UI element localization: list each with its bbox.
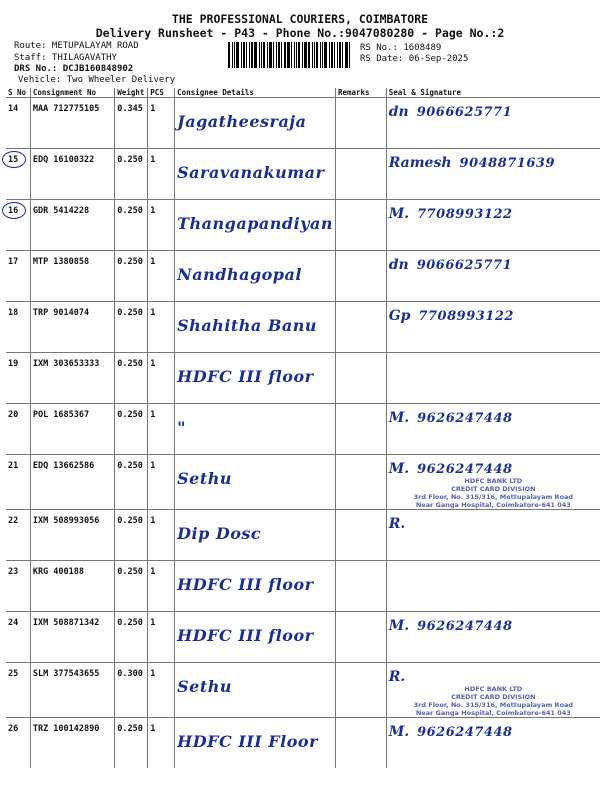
signature-phone: 9066625771 [416, 258, 513, 273]
cell-pcs: 1 [148, 612, 175, 663]
cell-remarks [335, 404, 386, 455]
cell-consignment: EDQ 13662586 [30, 455, 114, 510]
cell-consignee: Sethu [175, 663, 336, 718]
cell-pcs: 1 [148, 200, 175, 251]
cell-signature [386, 149, 600, 200]
signature-phone: 7708993122 [418, 309, 514, 324]
signature-mark: R. [388, 516, 406, 532]
stamp-line: CREDIT CARD DIVISION [451, 693, 536, 701]
cell-signature [386, 302, 600, 353]
table-row [6, 353, 600, 404]
cell-pcs: 1 [148, 510, 175, 561]
cell-consignee: Jagatheesraja [175, 98, 336, 149]
cell-remarks [335, 561, 386, 612]
table-row [6, 718, 600, 769]
signature-phone: 9048871639 [459, 156, 555, 171]
cell-consignment: EDQ 16100322 [30, 149, 114, 200]
cell-pcs: 1 [148, 302, 175, 353]
cell-weight: 0.250 [115, 200, 148, 251]
signature-mark: Gp [388, 308, 411, 324]
cell-pcs: 1 [148, 353, 175, 404]
table-row [6, 455, 600, 510]
cell-consignment: KRG 400188 [30, 561, 114, 612]
cell-pcs: 1 [148, 663, 175, 718]
table-row [6, 251, 600, 302]
cell-consignee: Thangapandiyan [175, 200, 336, 251]
company-title: THE PROFESSIONAL COURIERS, COIMBATORE [171, 12, 429, 26]
cell-consignment: MTP 1380858 [30, 251, 114, 302]
cell-signature [386, 404, 600, 455]
stamp-line: Near Ganga Hospital, Coimbatore-641 043 [415, 709, 571, 717]
cell-pcs: 1 [148, 149, 175, 200]
cell-signature [386, 200, 600, 251]
col-consignee: Consignee Details [175, 88, 336, 98]
cell-sno: 16 [6, 200, 30, 251]
cell-consignee: Sethu [175, 455, 336, 510]
handwritten-circle [2, 151, 26, 168]
cell-remarks [335, 455, 386, 510]
cell-pcs: 1 [148, 404, 175, 455]
cell-pcs: 1 [148, 251, 175, 302]
cell-sno: 23 [6, 561, 30, 612]
cell-signature [386, 510, 600, 561]
cell-sno: 22 [6, 510, 30, 561]
cell-consignee: HDFC III Floor [175, 718, 336, 769]
cell-consignee: HDFC III floor [175, 561, 336, 612]
col-weight: Weight [115, 88, 148, 98]
signature-phone: 9626247448 [417, 725, 513, 740]
cell-consignment: GDR 5414228 [30, 200, 114, 251]
cell-signature [386, 561, 600, 612]
signature-mark: M. [388, 461, 410, 477]
signature-phone: 9626247448 [417, 462, 513, 477]
barcode [228, 42, 354, 68]
cell-remarks [335, 251, 386, 302]
bank-stamp [389, 685, 598, 717]
cell-consignee: " [175, 404, 336, 455]
signature-mark: dn [388, 257, 409, 273]
col-sno: S No [8, 88, 27, 97]
table-row [6, 98, 600, 149]
signature-mark: dn [388, 104, 409, 120]
cell-signature [386, 718, 600, 769]
cell-sno: 18 [6, 302, 30, 353]
signature-mark: Ramesh [388, 155, 452, 171]
cell-pcs: 1 [148, 98, 175, 149]
cell-consignment: IXM 508993056 [30, 510, 114, 561]
stamp-line: HDFC BANK LTD [464, 685, 523, 693]
table-row [6, 510, 600, 561]
cell-sno: 24 [6, 612, 30, 663]
drs-number: DRS No.: DCJB160848902 [14, 64, 134, 74]
signature-phone: 9626247448 [417, 411, 513, 426]
stamp-line: 3rd Floor, No. 315/316, Mettupalayam Road [413, 493, 574, 501]
table-header-row [6, 88, 600, 98]
cell-consignment: IXM 303653333 [30, 353, 114, 404]
table-row [6, 200, 600, 251]
cell-sno: 19 [6, 353, 30, 404]
col-remarks: Remarks [335, 88, 386, 98]
stamp-line: Near Ganga Hospital, Coimbatore-641 043 [415, 501, 571, 509]
staff-info: Staff: THILAGAVATHY [14, 53, 117, 63]
signature-mark: M. [388, 724, 410, 740]
cell-signature [386, 612, 600, 663]
signature-phone: 9066625771 [416, 105, 513, 120]
cell-consignee: HDFC III floor [175, 612, 336, 663]
cell-signature [386, 663, 600, 718]
cell-consignment: IXM 508871342 [30, 612, 114, 663]
cell-remarks [335, 718, 386, 769]
signature-mark: R. [388, 669, 406, 685]
cell-remarks [335, 663, 386, 718]
cell-consignment: POL 1685367 [30, 404, 114, 455]
cell-signature [386, 251, 600, 302]
rs-date: RS Date: 06-Sep-2025 [360, 54, 469, 64]
cell-weight: 0.250 [115, 404, 148, 455]
table-row [6, 302, 600, 353]
cell-weight: 0.250 [115, 302, 148, 353]
cell-remarks [335, 353, 386, 404]
cell-remarks [335, 302, 386, 353]
signature-phone: 7708993122 [417, 207, 513, 222]
cell-sno: 15 [6, 149, 30, 200]
cell-weight: 0.250 [115, 612, 148, 663]
handwritten-circle [2, 202, 26, 219]
cell-consignee: Shahitha Banu [175, 302, 336, 353]
table-row [6, 612, 600, 663]
cell-remarks [335, 510, 386, 561]
col-consignment: Consignment No [30, 88, 114, 98]
cell-signature [386, 353, 600, 404]
cell-consignment: MAA 712775105 [30, 98, 114, 149]
cell-remarks [335, 200, 386, 251]
stamp-line: HDFC BANK LTD [464, 477, 523, 485]
table-row [6, 663, 600, 718]
table-row [6, 404, 600, 455]
cell-weight: 0.250 [115, 455, 148, 510]
stamp-line: 3rd Floor, No. 315/316, Mettupalayam Road [413, 701, 574, 709]
cell-consignment: SLM 377543655 [30, 663, 114, 718]
cell-weight: 0.300 [115, 663, 148, 718]
cell-sno: 14 [6, 98, 30, 149]
rs-number: RS No.: 1608489 [360, 43, 442, 53]
cell-sno: 26 [6, 718, 30, 769]
cell-sno: 20 [6, 404, 30, 455]
cell-consignee: HDFC III floor [175, 353, 336, 404]
cell-sno: 25 [6, 663, 30, 718]
cell-weight: 0.250 [115, 251, 148, 302]
cell-weight: 0.250 [115, 718, 148, 769]
cell-pcs: 1 [148, 718, 175, 769]
cell-weight: 0.250 [115, 510, 148, 561]
signature-mark: M. [388, 206, 410, 222]
stamp-line: CREDIT CARD DIVISION [451, 485, 536, 493]
cell-sno: 17 [6, 251, 30, 302]
cell-remarks [335, 612, 386, 663]
runsheet-subtitle: Delivery Runsheet - P43 - Phone No.:9047080280 - Page No.:2 [95, 26, 505, 40]
col-pcs: PCS [148, 88, 175, 98]
route-info: Route: METUPALAYAM ROAD [14, 41, 139, 51]
bank-stamp [389, 477, 598, 509]
signature-mark: M. [388, 618, 410, 634]
cell-consignee: Nandhagopal [175, 251, 336, 302]
cell-weight: 0.345 [115, 98, 148, 149]
cell-weight: 0.250 [115, 353, 148, 404]
col-seal-signature: Seal & Signature [386, 88, 600, 98]
cell-remarks [335, 98, 386, 149]
signature-phone: 9626247448 [417, 619, 513, 634]
cell-consignment: TRZ 100142890 [30, 718, 114, 769]
cell-signature [386, 455, 600, 510]
cell-consignment: TRP 9014074 [30, 302, 114, 353]
cell-weight: 0.250 [115, 561, 148, 612]
cell-consignee: Saravanakumar [175, 149, 336, 200]
vehicle-info: Vehicle: Two Wheeler Delivery [18, 75, 176, 85]
signature-mark: M. [388, 410, 410, 426]
runsheet-table [6, 88, 600, 768]
table-row [6, 561, 600, 612]
cell-pcs: 1 [148, 455, 175, 510]
cell-signature [386, 98, 600, 149]
cell-consignee: Dip Dosc [175, 510, 336, 561]
table-row [6, 149, 600, 200]
cell-weight: 0.250 [115, 149, 148, 200]
cell-sno: 21 [6, 455, 30, 510]
cell-remarks [335, 149, 386, 200]
cell-pcs: 1 [148, 561, 175, 612]
